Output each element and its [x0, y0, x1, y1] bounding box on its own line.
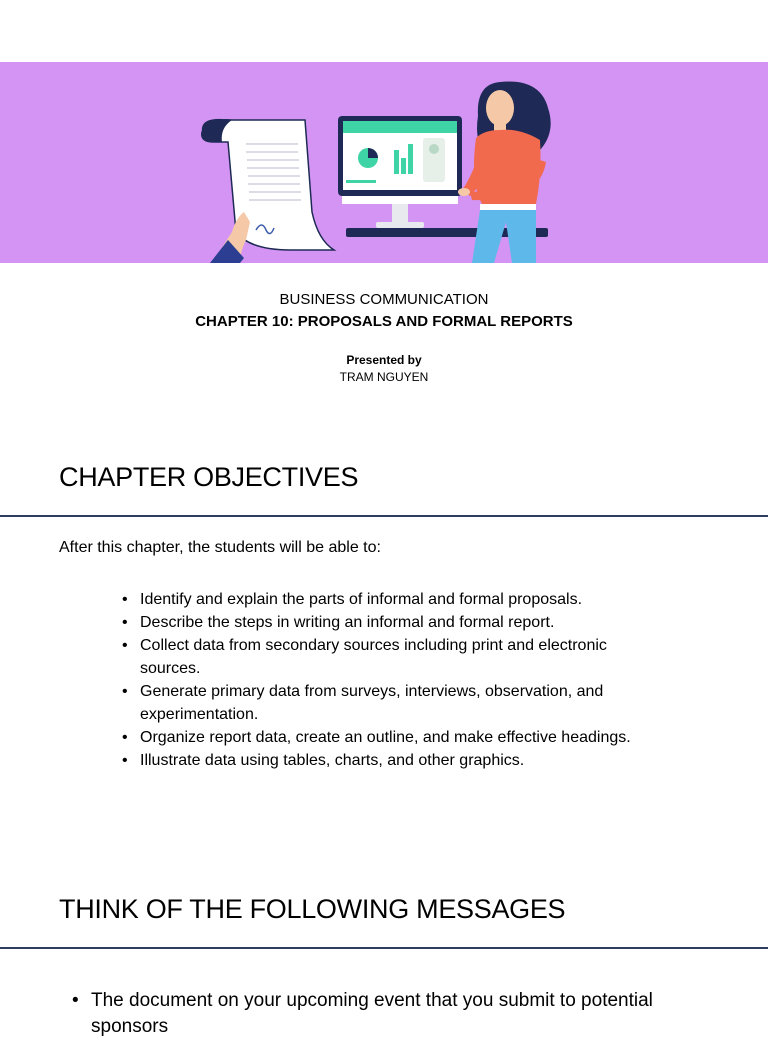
list-item: • Generate primary data from surveys, interviews, observation, and experimentation. [122, 680, 662, 726]
title-block [0, 290, 768, 385]
report-illustration [0, 62, 768, 263]
list-item: • Describe the steps in writing an informal and formal report. [122, 611, 662, 634]
list-item: • Identify and explain the parts of informal and formal proposals. [122, 588, 662, 611]
list-item: • Organize report data, create an outline, and make effective headings. [122, 726, 662, 749]
title-slide [0, 0, 768, 424]
hand-icon [210, 212, 250, 263]
chapter-title: CHAPTER 10: PROPOSALS AND FORMAL REPORTS [195, 313, 573, 330]
objectives-list [122, 588, 662, 772]
slide-title: CHAPTER OBJECTIVES [59, 462, 359, 492]
presenter-name: TRAM NGUYEN [339, 370, 429, 384]
course-title: BUSINESS COMMUNICATION [279, 291, 489, 308]
title-divider [0, 515, 768, 517]
presented-by-label: Presented by [346, 353, 422, 367]
list-item: • The document on your upcoming event that you submit to potential sponsors [72, 988, 672, 1040]
title-divider [0, 947, 768, 949]
document-paper-icon [202, 119, 334, 250]
illustration-banner [0, 62, 768, 263]
messages-slide [0, 856, 768, 1037]
list-item: • Collect data from secondary sources including print and electronic sources. [122, 634, 662, 680]
objectives-slide [0, 424, 768, 856]
monitor-icon [338, 116, 462, 228]
slide-title: THINK OF THE FOLLOWING MESSAGES [59, 894, 566, 924]
messages-list [72, 988, 672, 1040]
list-item: • Illustrate data using tables, charts, and other graphics. [122, 749, 662, 772]
intro-text: After this chapter, the students will be able to: [59, 539, 381, 556]
